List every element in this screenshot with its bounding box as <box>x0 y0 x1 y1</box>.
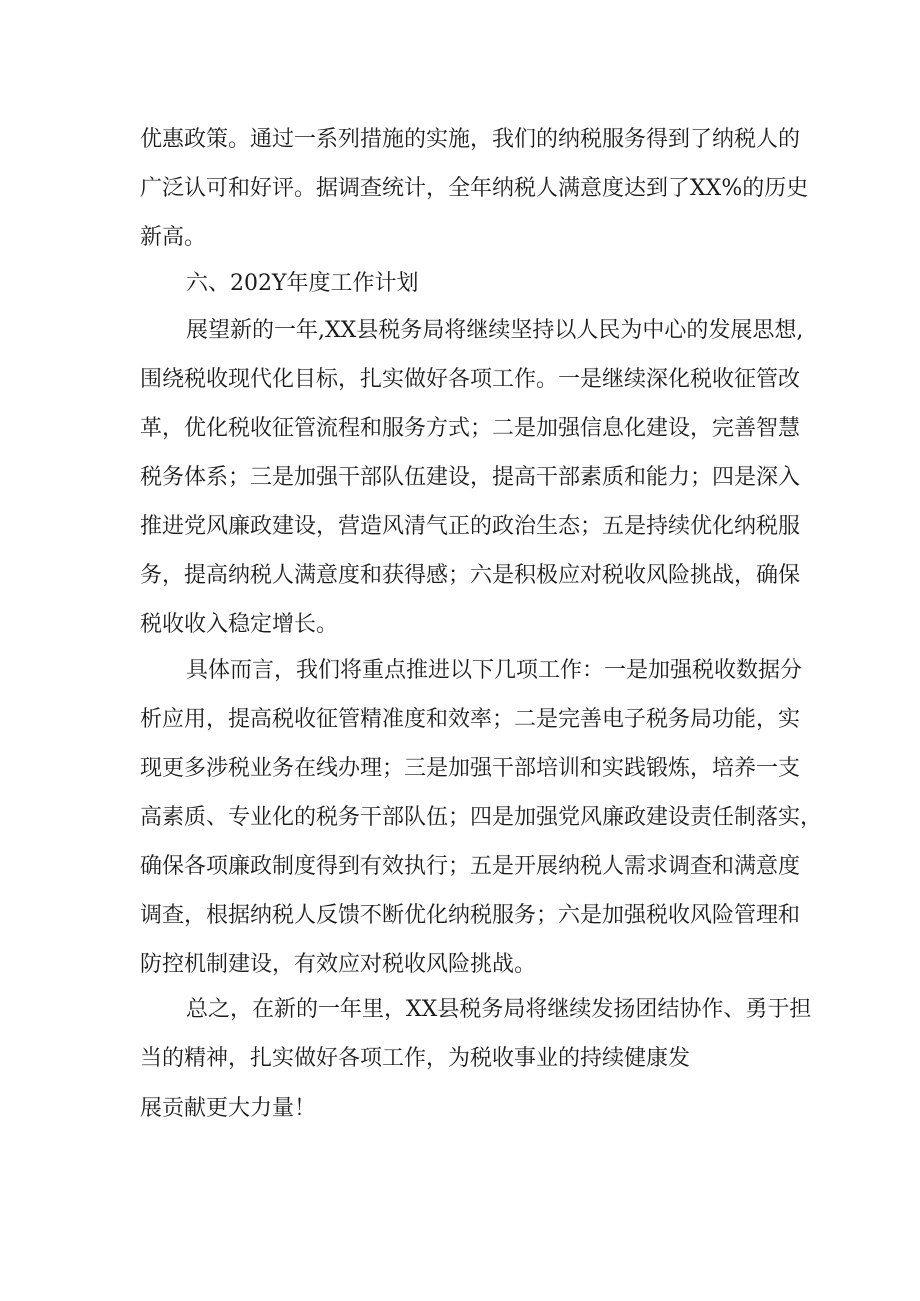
paragraph-specific-line-6: 调查，根据纳税人反馈不断优化纳税服务；六是加强税收风险管理和 <box>140 903 801 928</box>
paragraph-specific-line-2: 析应用，提高税收征管精准度和效率；二是完善电子税务局功能，实 <box>140 707 801 732</box>
paragraph-outlook-line-6: 务，提高纳税人满意度和获得感；六是积极应对税收风险挑战，确保 <box>140 563 801 588</box>
paragraph-specific-line-7: 防控机制建设，有效应对税收风险挑战。 <box>140 952 537 977</box>
section-heading: 六、202Y年度工作计划 <box>186 271 419 296</box>
paragraph-specific-line-3: 现更多涉税业务在线办理；三是加强干部培训和实践锻炼，培养一支 <box>140 756 801 781</box>
paragraph-summary-line-2: 当的精神，扎实做好各项工作，为税收事业的持续健康发 <box>140 1046 691 1071</box>
paragraph-summary-line-3: 展贡献更大力量！ <box>140 1096 317 1121</box>
paragraph-outlook-line-7: 税收收入稳定增长。 <box>140 612 339 637</box>
paragraph-outlook-line-4: 税务体系；三是加强干部队伍建设，提高干部素质和能力；四是深入 <box>140 465 801 490</box>
paragraph-outlook-line-3: 革，优化税收征管流程和服务方式；二是加强信息化建设，完善智慧 <box>140 416 801 441</box>
paragraph-intro-line-3: 新高。 <box>140 225 207 250</box>
paragraph-summary-line-1: 总之，在新的一年里，XX县税务局将继续发扬团结协作、勇于担 <box>186 997 812 1022</box>
paragraph-intro-line-1: 优惠政策。通过一系列措施的实施，我们的纳税服务得到了纳税人的 <box>140 127 801 152</box>
paragraph-outlook-line-1: 展望新的一年,XX县税务局将继续坚持以人民为中心的发展思想, <box>186 318 804 343</box>
paragraph-outlook-line-2: 围绕税收现代化目标，扎实做好各项工作。一是继续深化税收征管改 <box>140 367 801 392</box>
paragraph-outlook-line-5: 推进党风廉政建设，营造风清气正的政治生态；五是持续优化纳税服 <box>140 514 801 539</box>
paragraph-specific-line-4: 高素质、专业化的税务干部队伍；四是加强党风廉政建设责任制落实， <box>140 805 823 830</box>
paragraph-specific-line-1: 具体而言，我们将重点推进以下几项工作：一是加强税收数据分 <box>186 658 803 683</box>
paragraph-specific-line-5: 确保各项廉政制度得到有效执行；五是开展纳税人需求调查和满意度 <box>140 854 801 879</box>
paragraph-intro-line-2: 广泛认可和好评。据调查统计，全年纳税人满意度达到了XX%的历史 <box>140 176 809 201</box>
